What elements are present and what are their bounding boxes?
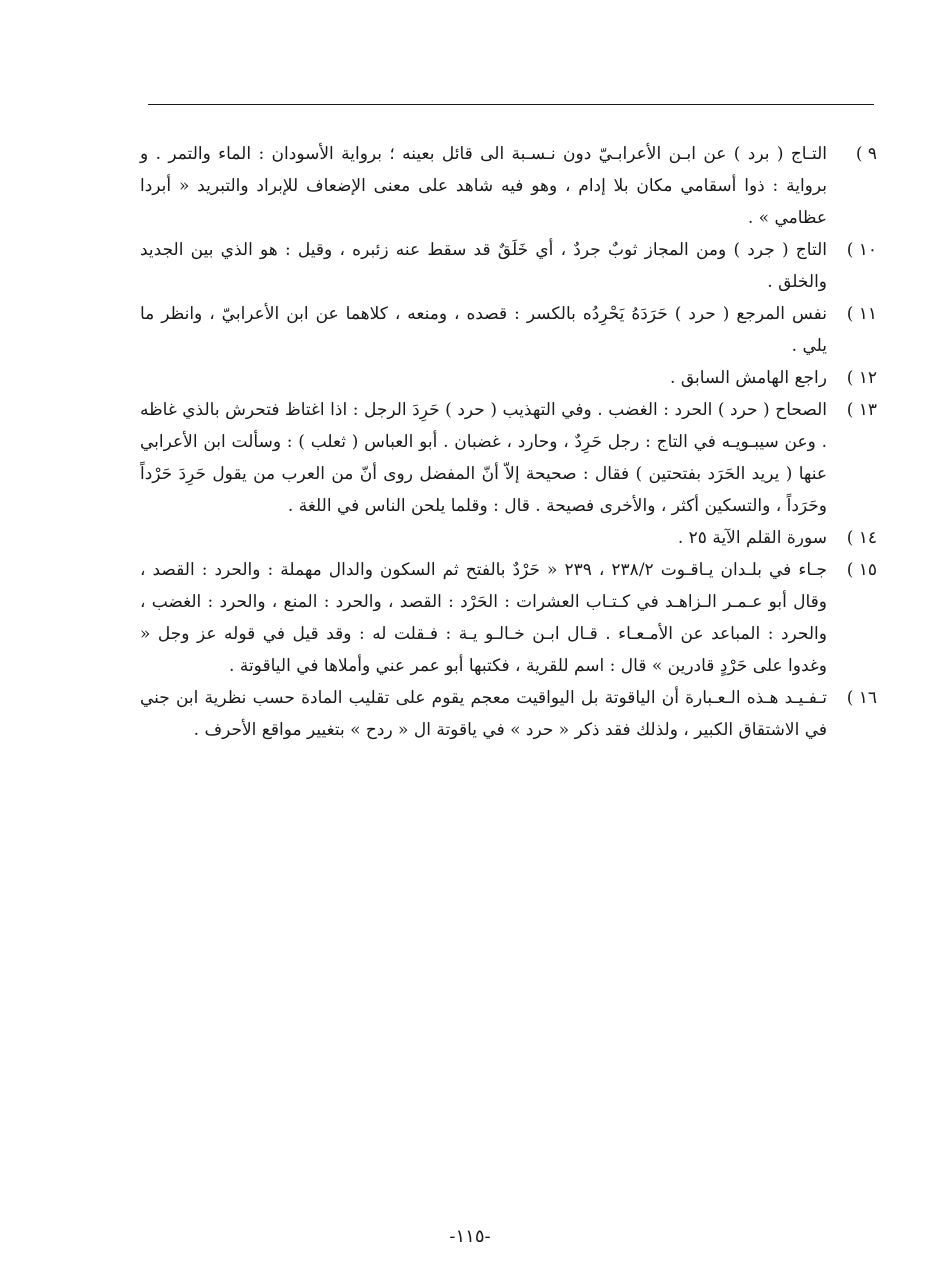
footnote-text: جـاء في بلـدان يـاقـوت ٢٣٨/٢ ، ٢٣٩ « حَرْدٌ بالفتح ثم السكون والدال مهملة : والحرد : القصد ، وقال أبو عـمـر الـزاهـد في كـتـاب العشرات : الحَرْد : القصد ، والحرد : المنع ، والحرد : الغضب ، والحرد : المباعد عن الأمـعـاء . قـال ابـن خـالـو يـة : فـقلت له : وقد قيل في قوله عز وجل « وغدوا على حَرْدٍ قادرين » قال : اسم للقرية ، فكتبها أبو عمر عني وأملاها في الياقوتة . — [140, 560, 827, 676]
footnote-number: ١٤ ) — [846, 528, 877, 548]
footnote-number: ١٣ ) — [846, 400, 877, 420]
footnote-11 — [140, 298, 877, 362]
footnote-16 — [140, 682, 877, 746]
footnote-text: سورة القلم الآية ٢٥ . — [677, 528, 827, 548]
footnote-number: ١٦ ) — [846, 688, 877, 708]
footnote-number: ١١ ) — [846, 304, 877, 324]
footnote-10 — [140, 234, 877, 298]
footnote-number: ١٥ ) — [846, 560, 877, 580]
footnote-text: راجع الهامش السابق . — [670, 368, 827, 388]
footnotes-list — [140, 138, 877, 746]
footnote-separator-rule — [148, 104, 874, 105]
footnote-text: نفس المرجع ( حرد ) حَرَدَهُ يَحْرِدُه بالكسر : قصده ، ومنعه ، كلاهما عن ابن الأعرابيّ ، وانظر ما يلي . — [140, 304, 827, 356]
footnote-text: التـاج ( برد ) عن ابـن الأعرابـيّ دون نـسـبة الى قائل بعينه ؛ برواية الأسودان : الماء والتمر . و برواية : ذوا أسقامي مكان بلا إدام ، وهو فيه شاهد على معنى الإضعاف للإبراد والتبريد « أبردا عظامي » . — [140, 144, 827, 228]
footnote-text: تـفـيـد هـذه الـعـبارة أن الياقوتة بل اليواقيت معجم يقوم على تقليب المادة حسب نظرية ابن جني في الاشتقاق الكبير ، ولذلك فقد ذكر « حرد » في ياقوتة ال « ردح » بتغيير مواقع الأحرف . — [140, 688, 827, 740]
footnote-14 — [140, 522, 877, 554]
footnote-13 — [140, 394, 877, 522]
footnote-15 — [140, 554, 877, 682]
footnote-text: التاج ( جرد ) ومن المجاز ثوبٌ جردٌ ، أي خَلَقٌ قد سقط عنه زئبره ، وقيل : هو الذي بين الجديد والخلق . — [140, 240, 827, 292]
footnote-9 — [140, 138, 877, 234]
footnote-text: الصحاح ( حرد ) الحرد : الغضب . وفي التهذيب ( حرد ) حَرِدَ الرجل : اذا اغتاظ فتحرش بالذي غاظه . وعن سيبـويـه في التاج : رجل حَرِدٌ ، وحارد ، غضبان . أبو العباس ( ثعلب ) : وسألت ابن الأعرابي عنها ( يريد الحَرَد بفتحتين ) فقال : صحيحة إلاّ أنّ المفضل روى أنّ من العرب من يقول حَرِدَ حَرْداً وحَرَداً ، والتسكين أكثر ، والأخرى فصيحة . قال : وقلما يلحن الناس في اللغة . — [140, 400, 827, 516]
footnote-number: ١٢ ) — [846, 368, 877, 388]
footnote-number: ٩ ) — [855, 144, 877, 164]
footnote-12 — [140, 362, 877, 394]
page-number: -١١٥- — [449, 1226, 491, 1247]
footnote-number: ١٠ ) — [846, 240, 877, 260]
